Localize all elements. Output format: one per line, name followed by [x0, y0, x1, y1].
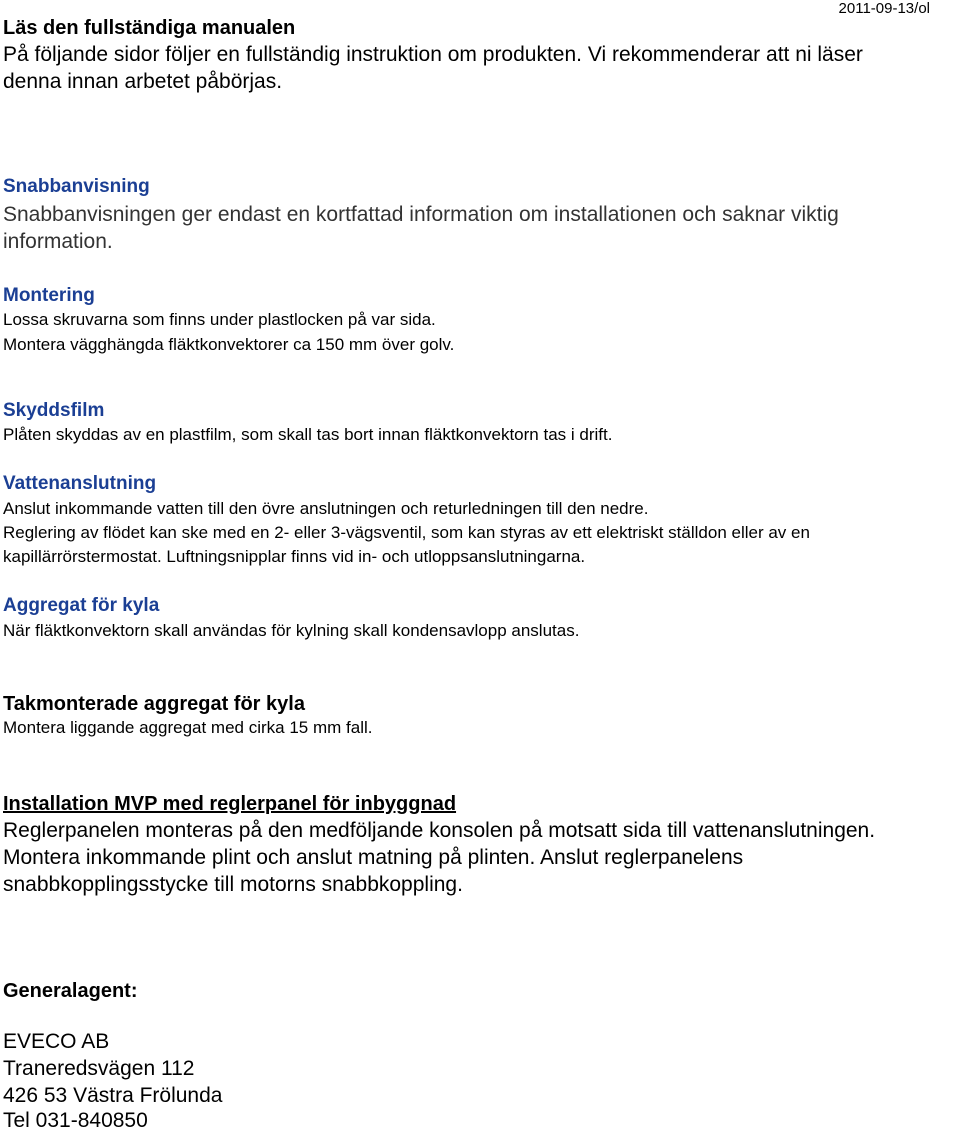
aggregat-line-1: När fläktkonvektorn skall användas för kylning skall kondensavlopp anslutas. — [3, 621, 580, 640]
vatten-line-3: kapillärrörstermostat. Luftningsnipplar finns vid in- och utloppsanslutningarna. — [3, 547, 586, 566]
page-title: Läs den fullständiga manualen — [3, 17, 296, 39]
document-date: 2011-09-13/ol — [838, 0, 930, 17]
installation-line-2: Montera inkommande plint och anslut matning på plinten. Anslut reglerpanelens — [3, 846, 744, 869]
takmont-line-1: Montera liggande aggregat med cirka 15 mm fall. — [3, 718, 373, 737]
vatten-line-2: Reglering av flödet kan ske med en 2- eller 3-vägsventil, som kan styras av ett elektriskt ställdon eller av en — [3, 523, 810, 542]
intro-line-2: denna innan arbetet påbörjas. — [3, 70, 283, 93]
heading-takmonterade: Takmonterade aggregat för kyla — [3, 693, 305, 715]
agent-phone: Tel 031-840850 — [3, 1109, 148, 1132]
montering-line-2: Montera vägghängda fläktkonvektorer ca 150 mm över golv. — [3, 335, 455, 354]
agent-street: Traneredsvägen 112 — [3, 1057, 195, 1080]
heading-snabbanvisning: Snabbanvisning — [3, 176, 150, 197]
agent-company: EVECO AB — [3, 1030, 110, 1053]
installation-line-1: Reglerpanelen monteras på den medföljande konsolen på motsatt sida till vattenanslutningen. — [3, 819, 876, 842]
heading-installation: Installation MVP med reglerpanel för inbyggnad — [3, 793, 457, 815]
vatten-line-1: Anslut inkommande vatten till den övre anslutningen och returledningen till den nedre. — [3, 499, 649, 518]
snabb-line-2: information. — [3, 230, 113, 253]
intro-line-1: På följande sidor följer en fullständig instruktion om produkten. Vi rekommenderar att ni läser — [3, 43, 863, 66]
installation-line-3: snabbkopplingsstycke till motorns snabbkoppling. — [3, 873, 463, 896]
montering-line-1: Lossa skruvarna som finns under plastlocken på var sida. — [3, 310, 436, 329]
heading-skyddsfilm: Skyddsfilm — [3, 400, 105, 421]
heading-vattenanslutning: Vattenanslutning — [3, 473, 157, 494]
heading-aggregat-kyla: Aggregat för kyla — [3, 595, 160, 616]
heading-montering: Montering — [3, 285, 95, 306]
snabb-line-1: Snabbanvisningen ger endast en kortfattad information om installationen och saknar viktig — [3, 203, 839, 226]
skydd-line-1: Plåten skyddas av en plastfilm, som skall tas bort innan fläktkonvektorn tas i drift. — [3, 425, 613, 444]
agent-city: 426 53 Västra Frölunda — [3, 1084, 223, 1107]
heading-generalagent: Generalagent: — [3, 980, 138, 1002]
